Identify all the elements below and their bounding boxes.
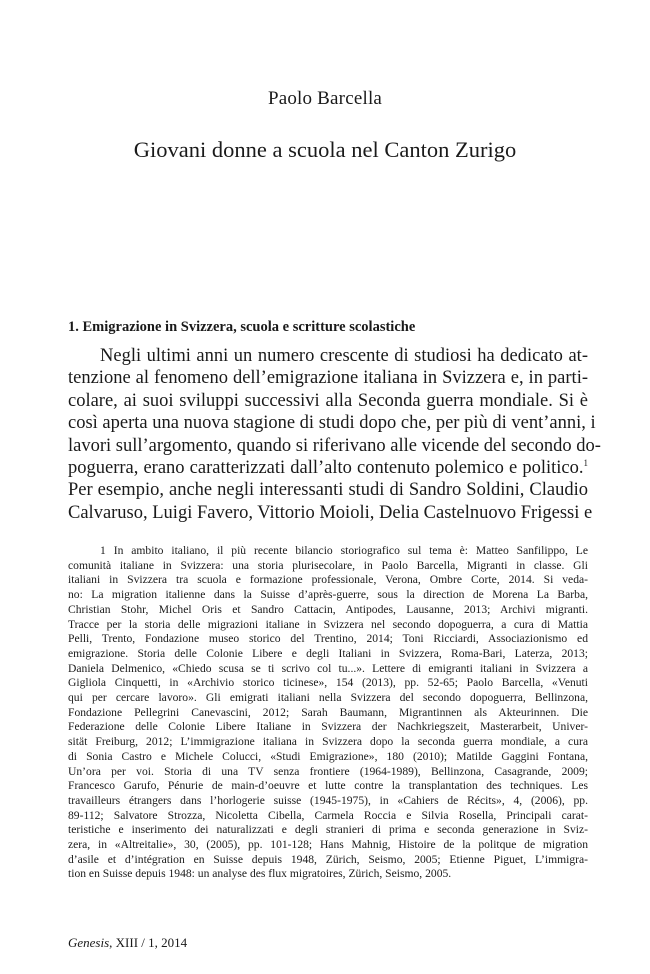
footnote-line: comunità italiane in Svizzera: una storia plurisecolare, in Paolo Barcella, Migranti in classe. Gli <box>68 558 588 572</box>
footnote-line: Francesco Garufo, Pénurie de main-d’oeuvre et lutte contre la transplantation des techniques. Les <box>68 779 588 793</box>
body-line-text: poguerra, erano caratterizzati dall’alto contenuto polemico e politico. <box>68 458 584 479</box>
footnote-reference[interactable]: 1 <box>583 457 588 468</box>
body-line: Calvaruso, Luigi Favero, Vittorio Moioli, Delia Castelnuovo Frigessi e <box>68 502 593 523</box>
body-line: colare, ai suoi sviluppi successivi alla Seconda guerra mondiale. Si è <box>68 390 588 411</box>
footnote-line: Christian Stohr, Michel Oris et Sandro Cattacin, Antipodes, Lausanne, 2013; Archivi migranti. <box>68 602 588 616</box>
footnote-line: d’asile et d’intégration en Suisse depuis 1948, Zürich, Seismo, 2005; Etienne Piguet, L’immigra- <box>68 852 588 866</box>
footnote-line: emigrazione. Storia delle Colonie Libere e degli Italiani in Svizzera, Roma-Bari, Laterza, 2013; <box>68 646 588 660</box>
footnote-line: sität Freiburg, 2012; L’immigrazione italiana in Svizzera dopo la seconda guerra mondiale, a cura <box>68 735 588 749</box>
footnote-line: zera, in «Altreitalie», 30, (2005), pp. 101-128; Hans Mahnig, Histoire de la politque de migration <box>68 838 588 852</box>
footnote-line: Daniela Delmenico, «Chiedo scusa se ti scrivo col tu...». Lettere di emigranti italiani in Svizzera a <box>68 661 588 675</box>
footnote <box>68 544 588 882</box>
author-name: Paolo Barcella <box>267 88 383 109</box>
footnote-line: Pelli, Trento, Fondazione museo storico del Trentino, 2014; Toni Ricciardi, Associazionismo ed <box>68 632 588 646</box>
footnote-line: 1 In ambito italiano, il più recente bilancio storiografico sul tema è: Matteo Sanfilippo, Le <box>100 544 588 557</box>
footnote-line: Gigliola Cinquetti, in «Archivio storico ticinese», 154 (2013), pp. 52-65; Paolo Barcella, «Venuti <box>68 676 588 690</box>
footnote-line: Tracce per la storia delle migrazioni italiane in Svizzera nel secondo dopoguerra, a cura di Mattia <box>68 617 588 631</box>
body-line: lavori sull’argomento, quando si riferivano alle vicende del secondo do- <box>68 435 601 456</box>
body-line: così aperta una nuova stagione di studi dopo che, per più di vent’anni, i <box>68 413 596 434</box>
article-title: Giovani donne a scuola nel Canton Zurigo <box>133 137 517 162</box>
section-heading: 1. Emigrazione in Svizzera, scuola e scritture scolastiche <box>68 319 416 335</box>
body-line-with-note <box>68 457 588 479</box>
footnote-line: 89-112; Salvatore Strozza, Nicoletta Cibella, Carmela Roccia e Silvia Rosella, Principali carat- <box>68 808 588 822</box>
footnote-line: di Sonia Castro e Michele Colucci, «Studi Emigrazione», 180 (2010); Matilde Gaggini Fontana, <box>68 749 588 763</box>
journal-name: Genesis <box>68 935 110 950</box>
footnote-line: Fondazione Pellegrini Canevascini, 2012; Sarah Baumann, Migrantinnen als Akteurinnen. Die <box>68 705 588 719</box>
footnote-line: teristiche e inserimento dei naturalizzati e degli stranieri di prima e seconda generazione in Sviz- <box>68 823 588 837</box>
footnote-line: qui per cercare lavoro». Gli emigrati italiani nella Svizzera del secondo dopoguerra, Bellinzona, <box>68 691 588 705</box>
footnote-line: italiani in Svizzera tra scuola e formazione professionale, Verona, Ombre Corte, 2014. Si veda- <box>68 573 588 587</box>
footnote-line: Federazione delle Colonie Libere Italiane in Svizzera der Nachkriegszeit, Masterarbeit, Univer- <box>68 720 588 734</box>
issue-info: , XIII / 1, 2014 <box>109 935 188 950</box>
footnote-line: tion en Suisse depuis 1948: un analyse des flux migratoires, Zürich, Seismo, 2005. <box>68 867 452 881</box>
footnote-line: no: La migration italienne dans la Suisse d’après-guerre, sous la direction de Morena La Barba, <box>68 588 588 602</box>
body-line: tenzione al fenomeno dell’emigrazione italiana in Svizzera e, in parti- <box>68 368 588 389</box>
running-footer <box>68 935 187 951</box>
footnote-line: Un’ora per voi. Storia di una TV senza frontiere (1964-1989), Bellinzona, Casagrande, 2009; <box>68 764 588 778</box>
footnote-line: travailleurs étrangers dans l’horlogerie suisse (1945-1975), in «Cahiers de Récits», 4, (2006), pp. <box>68 793 588 807</box>
body-line: Per esempio, anche negli interessanti studi di Sandro Soldini, Claudio <box>68 480 588 501</box>
body-line: Negli ultimi anni un numero crescente di studiosi ha dedicato at- <box>100 346 588 366</box>
body-paragraph <box>68 345 601 524</box>
